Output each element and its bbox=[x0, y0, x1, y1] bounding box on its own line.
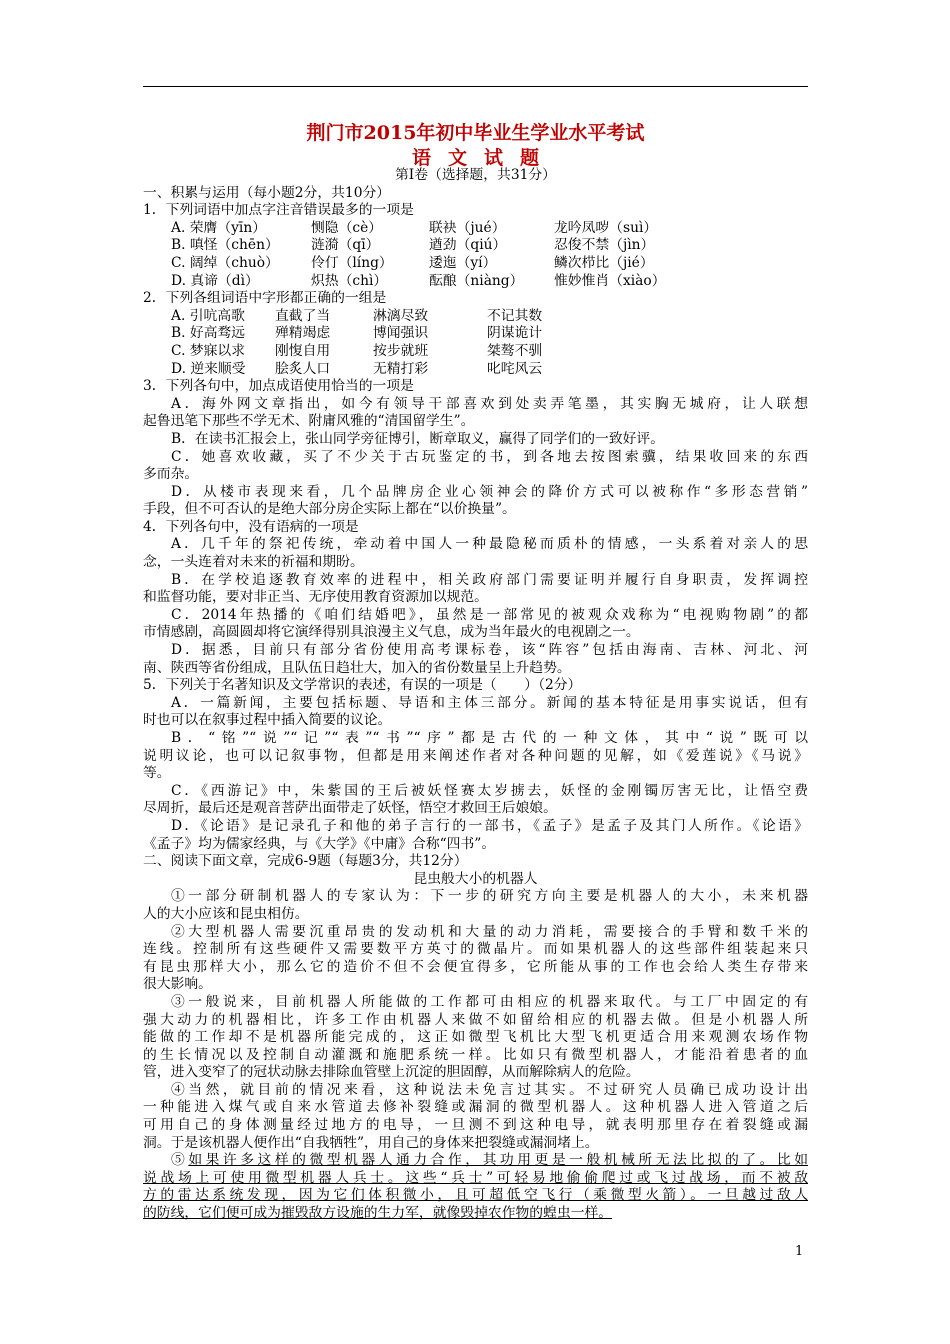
option-cell: 脍炙人口 bbox=[275, 360, 331, 377]
option-cell: C. 阔绰（chuò） bbox=[171, 254, 279, 271]
option-cell: A. 荣膺（yīn） bbox=[171, 219, 267, 236]
text-line: 南、陕西等省份组成，且队伍日趋壮大，加入的省份数量呈上升趋势。 bbox=[143, 659, 571, 676]
text-line: 市情感剧，高圆圆却将它演绎得别具浪漫主义气息，成为当年最火的电视剧之一。 bbox=[143, 624, 640, 641]
option-cell: 按步就班 bbox=[373, 342, 429, 359]
text-line: 尽周折，最后还是观音菩萨出面带走了妖怪，悟空才救回王后娘娘。 bbox=[143, 800, 557, 817]
text-line: D．从楼市表现来看，几个品牌房企业心领神会的降价方式可以被称作“多形态营销” bbox=[171, 483, 808, 500]
text-line: 说明议论，也可以记叙事物，但都是用来阐述作者对各种问题的见解，如《爱莲说》《马说》 bbox=[143, 747, 808, 764]
option-cell: 桀骜不驯 bbox=[487, 342, 543, 359]
text-line bbox=[143, 1187, 808, 1205]
text-line: D．《论语》是记录孔子和他的弟子言行的一部书，《孟子》是孟子及其门人所作。《论语》 bbox=[171, 817, 808, 834]
header-rule bbox=[143, 86, 808, 87]
option-cell: 阴谋诡计 bbox=[487, 325, 543, 342]
option-cell: 涟漪（qī） bbox=[311, 237, 380, 254]
option-cell: 酝酿（niàng） bbox=[429, 272, 524, 289]
text-line: 和监督功能，要对非正当、无序使用教育资源加以规范。 bbox=[143, 589, 488, 606]
text-line: 念，一头连着对未来的祈福和期盼。 bbox=[143, 554, 364, 571]
article-title: 昆虫般大小的机器人 bbox=[413, 870, 538, 887]
q2-stem: 2．下列各组词语中字形都正确的一组是 bbox=[143, 290, 387, 307]
text-line: 《孟子》均为儒家经典，与《大学》《中庸》合称“四书”。 bbox=[143, 835, 496, 852]
q3-options bbox=[143, 396, 808, 519]
option-cell: D. 逆来顺受 bbox=[171, 360, 246, 377]
text-line: 等。 bbox=[143, 765, 171, 782]
option-cell: 龙吟凤哕（suì） bbox=[554, 219, 658, 236]
text-line: A．几千年的祭祀传统，牵动着中国人一种最隐秘而质朴的情感，一头系着对亲人的思 bbox=[171, 536, 808, 553]
text-line bbox=[143, 1205, 808, 1223]
option-cell: A. 引吭高歌 bbox=[171, 307, 245, 324]
option-row bbox=[143, 237, 808, 255]
option-cell: 无精打彩 bbox=[373, 360, 429, 377]
text-line: ④当然，就目前的情况来看，这种说法未免言过其实。不过研究人员确已成功设计出 bbox=[171, 1081, 808, 1098]
exam-body bbox=[143, 167, 808, 1223]
q1-options bbox=[143, 220, 808, 290]
q4-stem: 4．下列各句中，没有语病的一项是 bbox=[143, 518, 359, 535]
option-cell: 刚愎自用 bbox=[275, 342, 331, 359]
text-line: 人的大小应该和昆虫相仿。 bbox=[143, 905, 309, 922]
text-line: 有昆虫那样大小，那么它的造价不但不会便宜得多，它所能从事的工作也会给人类生存带来 bbox=[143, 958, 808, 975]
option-cell: 鳞次栉比（jié） bbox=[554, 254, 654, 271]
text-line: 洞。于是该机器人便作出“自我牺牲”，用自己的身体来把裂缝或漏洞堵上。 bbox=[143, 1134, 599, 1151]
text-line: C．2014年热播的《咱们结婚吧》，虽然是一部常见的被观众戏称为“电视购物剧”的都 bbox=[171, 606, 808, 623]
part-heading: 第Ⅰ卷（选择题，共31分） bbox=[395, 167, 556, 183]
q2-options bbox=[143, 308, 808, 378]
option-row bbox=[143, 220, 808, 238]
text-line: 多而杂。 bbox=[143, 466, 199, 483]
text-line: C．她喜欢收藏，买了不少关于古玩鉴定的书，到各地去按图索骥，结果收回来的东西 bbox=[171, 448, 808, 465]
option-cell: 炽热（chì） bbox=[311, 272, 388, 289]
option-cell: B. 嗔怪（chēn） bbox=[171, 237, 279, 254]
option-cell: 博闻强识 bbox=[373, 325, 429, 342]
text-line: B．在学校追逐教育效率的进程中，相关政府部门需要证明并履行自身职责，发挥调控 bbox=[171, 571, 808, 588]
text-line bbox=[143, 1152, 808, 1170]
underlined-text: 方的雷达系统发现，因为它们体积微小，且可超低空飞行（乘微型火箭）。一旦越过敌人 bbox=[143, 1187, 808, 1204]
option-cell: 淋漓尽致 bbox=[373, 307, 429, 324]
text-line: B．在读书汇报会上，张山同学旁征博引，断章取义，赢得了同学们的一致好评。 bbox=[171, 430, 665, 447]
page-number: 1 bbox=[795, 1244, 804, 1259]
option-row bbox=[143, 361, 808, 379]
underlined-text: 说战场上可使用微型机器人兵士。这些“兵士”可轻易地偷偷爬过或飞过战场，而不被敌 bbox=[143, 1169, 808, 1186]
text-line: D．据悉，目前只有部分省份使用高考课标卷，该“阵容”包括由海南、吉林、河北、河 bbox=[171, 642, 808, 659]
option-cell: B. 好高骛远 bbox=[171, 325, 246, 342]
option-cell: 忍俊不禁（jìn） bbox=[554, 237, 655, 254]
option-row bbox=[143, 343, 808, 361]
q1-stem: 1．下列词语中加点字注音错误最多的一项是 bbox=[143, 202, 414, 219]
option-cell: 不记其数 bbox=[487, 307, 543, 324]
text-line: B．“铭”“说”“记”“表”“书”“序”都是古代的一种文体，其中“说”既可以 bbox=[171, 730, 808, 746]
text-line: 的生长情况以及控制自动灌溉和施肥系统一样。比如只有微型机器人，才能沿着患者的血 bbox=[143, 1046, 808, 1063]
text-line: ②大型机器人需要沉重昂贵的发动机和大量的动力消耗，需要接合的手臂和数千米的 bbox=[171, 923, 808, 940]
option-cell: 惟妙惟肖（xiào） bbox=[554, 272, 666, 289]
text-line: 一种能进入煤气或自来水管道去修补裂缝或漏洞的微型机器人。这种机器人进入管道之后 bbox=[143, 1099, 808, 1116]
text-line: 可用自己的身体测量经过地方的电导，一旦测不到这种电导，就表明那里存在着裂缝或漏 bbox=[143, 1117, 808, 1134]
text-line: 起鲁迅笔下那些不学无术、附庸风雅的“清国留学生”。 bbox=[143, 413, 475, 430]
option-cell: 殚精竭虑 bbox=[275, 325, 331, 342]
option-cell: 恻隐（cè） bbox=[311, 219, 383, 236]
text-line: 连线。控制所有这些硬件又需要数平方英寸的微晶片。而如果机器人的这些部件组装起来只 bbox=[143, 941, 808, 958]
q3-stem: 3．下列各句中，加点成语使用恰当的一项是 bbox=[143, 378, 414, 395]
text-line: 管，进入变窄了的冠状动脉去排除血管壁上沉淀的胆固醇，从而解除病人的危险。 bbox=[143, 1064, 640, 1081]
exam-subject: 语文试题 bbox=[411, 147, 556, 169]
option-cell: 直截了当 bbox=[275, 307, 331, 324]
section2-heading: 二、阅读下面文章，完成6-9题（每题3分，共12分） bbox=[143, 853, 468, 870]
underlined-text: 如果许多这样的微型机器人通力合作，其功用更是一般机械所无法比拟的了。比如 bbox=[188, 1152, 808, 1169]
text-line: 能做的工作却不是机器所能完成的，这正如微型飞机比大型飞机更适合用来观测农场作物 bbox=[143, 1029, 808, 1046]
option-cell: 逶迤（yí） bbox=[429, 254, 497, 271]
option-cell: 联袂（jué） bbox=[429, 219, 506, 236]
text-line: C．《西游记》中，朱紫国的王后被妖怪赛太岁掳去，妖怪的金刚镯厉害无比，让悟空费 bbox=[171, 782, 808, 799]
option-cell: 伶仃（líng） bbox=[311, 254, 393, 271]
option-row bbox=[143, 273, 808, 291]
text-line: A．海外网文章指出，如今有领导干部喜欢到处卖弄笔墨，其实胸无城府，让人联想 bbox=[171, 395, 808, 412]
text-line: 手段，但不可否认的是绝大部分房企实际上都在“以价换量”。 bbox=[143, 501, 516, 518]
option-cell: C. 梦寐以求 bbox=[171, 342, 246, 359]
text-line bbox=[143, 1170, 808, 1188]
option-row bbox=[143, 255, 808, 273]
section1-heading: 一、积累与运用（每小题2分，共10分） bbox=[143, 184, 391, 201]
text-line: 时也可以在叙事过程中插入简要的议论。 bbox=[143, 712, 392, 729]
q5-stem: 5．下列关于名著知识及文学常识的表述，有误的一项是（ ）（2分） bbox=[143, 677, 582, 694]
q4-options bbox=[143, 536, 808, 677]
option-cell: 叱咤风云 bbox=[487, 360, 543, 377]
text-line: ①一部分研制机器人的专家认为：下一步的研究方向主要是机器人的大小，未来机器 bbox=[171, 888, 808, 905]
paragraph-marker: ⑤ bbox=[171, 1152, 189, 1169]
text-line: 强大动力的机器相比，许多工作由机器人来做不如留给相应的机器去做。但是小机器人所 bbox=[143, 1011, 808, 1028]
article-paragraph-5 bbox=[143, 1152, 808, 1222]
option-cell: 遒劲（qiú） bbox=[429, 237, 507, 254]
article-body bbox=[143, 888, 808, 1152]
option-cell: D. 真谛（dì） bbox=[171, 272, 259, 289]
option-row bbox=[143, 325, 808, 343]
text-line: ③一般说来，目前机器人所能做的工作都可由相应的机器来取代。与工厂中固定的有 bbox=[171, 993, 808, 1010]
text-line: A．一篇新闻，主要包括标题、导语和主体三部分。新闻的基本特征是用事实说话，但有 bbox=[171, 694, 808, 711]
exam-title: 荆门市2015年初中毕业生学业水平考试 bbox=[306, 122, 645, 144]
q5-options bbox=[143, 695, 808, 853]
underlined-text: 的防线，它们便可成为摧毁敌方设施的生力军，就像毁掉农作物的蝗虫一样。 bbox=[143, 1205, 613, 1222]
text-line: 很大影响。 bbox=[143, 976, 212, 993]
option-row bbox=[143, 308, 808, 326]
